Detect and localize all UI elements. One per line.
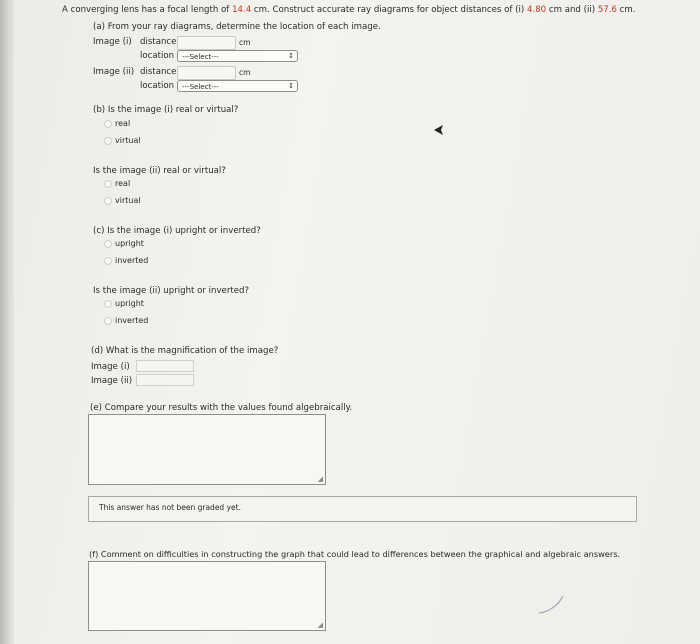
option-virtual-label: virtual xyxy=(115,136,141,145)
pen-mark xyxy=(536,594,566,616)
resize-grip-icon[interactable]: ◢ xyxy=(317,621,323,629)
image-ii-distance-input[interactable] xyxy=(177,66,236,80)
location-label: location xyxy=(140,51,175,61)
graded-status-text: This answer has not been graded yet. xyxy=(99,503,241,512)
part-b-prompt-ii: Is the image (ii) real or virtual? xyxy=(93,166,226,176)
problem-text: cm. Construct accurate ray diagrams for object distances of (i) xyxy=(251,5,527,15)
problem-statement xyxy=(62,5,636,16)
image-ii-location-select[interactable] xyxy=(177,80,298,92)
radio-image-i-upright[interactable] xyxy=(104,240,112,248)
graded-status-box xyxy=(88,496,637,522)
distance-ii-value: 57.6 xyxy=(597,5,617,15)
image-ii-label: Image (ii) xyxy=(93,67,135,77)
option-virtual-label: virtual xyxy=(115,196,141,205)
radio-image-i-real[interactable] xyxy=(104,120,112,128)
updown-arrow-icon: ↕ xyxy=(288,52,294,60)
part-a-prompt: (a) From your ray diagrams, determine the location of each image. xyxy=(93,22,381,32)
radio-image-ii-real[interactable] xyxy=(104,180,112,188)
option-real-label: real xyxy=(115,179,131,188)
image-i-distance-input[interactable] xyxy=(177,36,236,50)
option-upright-label: upright xyxy=(115,239,144,248)
radio-image-ii-inverted[interactable] xyxy=(104,317,112,325)
location-label: location xyxy=(140,81,175,91)
resize-grip-icon[interactable]: ◢ xyxy=(317,475,323,483)
radio-image-i-virtual[interactable] xyxy=(104,137,112,145)
radio-image-ii-upright[interactable] xyxy=(104,300,112,308)
option-inverted-label: inverted xyxy=(115,316,149,325)
magnification-image-i-input[interactable] xyxy=(136,360,194,372)
updown-arrow-icon: ↕ xyxy=(288,82,294,90)
part-e-prompt: (e) Compare your results with the values found algebraically. xyxy=(90,403,353,413)
radio-image-ii-virtual[interactable] xyxy=(104,197,112,205)
magnification-image-ii-label: Image (ii) xyxy=(91,376,133,386)
select-placeholder: ---Select--- xyxy=(182,83,219,91)
problem-text: cm. xyxy=(616,5,636,15)
problem-text: A converging lens has a focal length of xyxy=(62,5,233,15)
part-f-prompt: (f) Comment on difficulties in constructing the graph that could lead to differences between the graphical and algebraic answers. xyxy=(89,549,621,559)
focal-length-value: 14.4 xyxy=(232,5,252,15)
part-f-answer-textarea[interactable] xyxy=(88,561,326,631)
part-e-answer-textarea[interactable] xyxy=(88,414,326,485)
image-i-location-select[interactable] xyxy=(177,50,298,62)
option-real-label: real xyxy=(115,119,131,128)
part-c-prompt-i: (c) Is the image (i) upright or inverted? xyxy=(93,226,261,236)
distance-i-value: 4.80 xyxy=(527,5,547,15)
part-b-prompt-i: (b) Is the image (i) real or virtual? xyxy=(93,105,239,115)
option-upright-label: upright xyxy=(115,299,144,308)
part-d-prompt: (d) What is the magnification of the image? xyxy=(91,346,279,356)
distance-label: distance xyxy=(140,37,177,47)
problem-text: cm and (ii) xyxy=(546,5,598,15)
magnification-image-i-label: Image (i) xyxy=(91,362,130,372)
magnification-image-ii-input[interactable] xyxy=(136,374,194,386)
option-inverted-label: inverted xyxy=(115,256,149,265)
radio-image-i-inverted[interactable] xyxy=(104,257,112,265)
unit-label: cm xyxy=(239,68,251,77)
distance-label: distance xyxy=(140,67,177,77)
page-edge xyxy=(0,0,14,644)
mouse-cursor-icon xyxy=(433,124,445,136)
part-c-prompt-ii: Is the image (ii) upright or inverted? xyxy=(93,286,250,296)
select-placeholder: ---Select--- xyxy=(182,53,219,61)
unit-label: cm xyxy=(239,38,251,47)
image-i-label: Image (i) xyxy=(93,37,132,47)
